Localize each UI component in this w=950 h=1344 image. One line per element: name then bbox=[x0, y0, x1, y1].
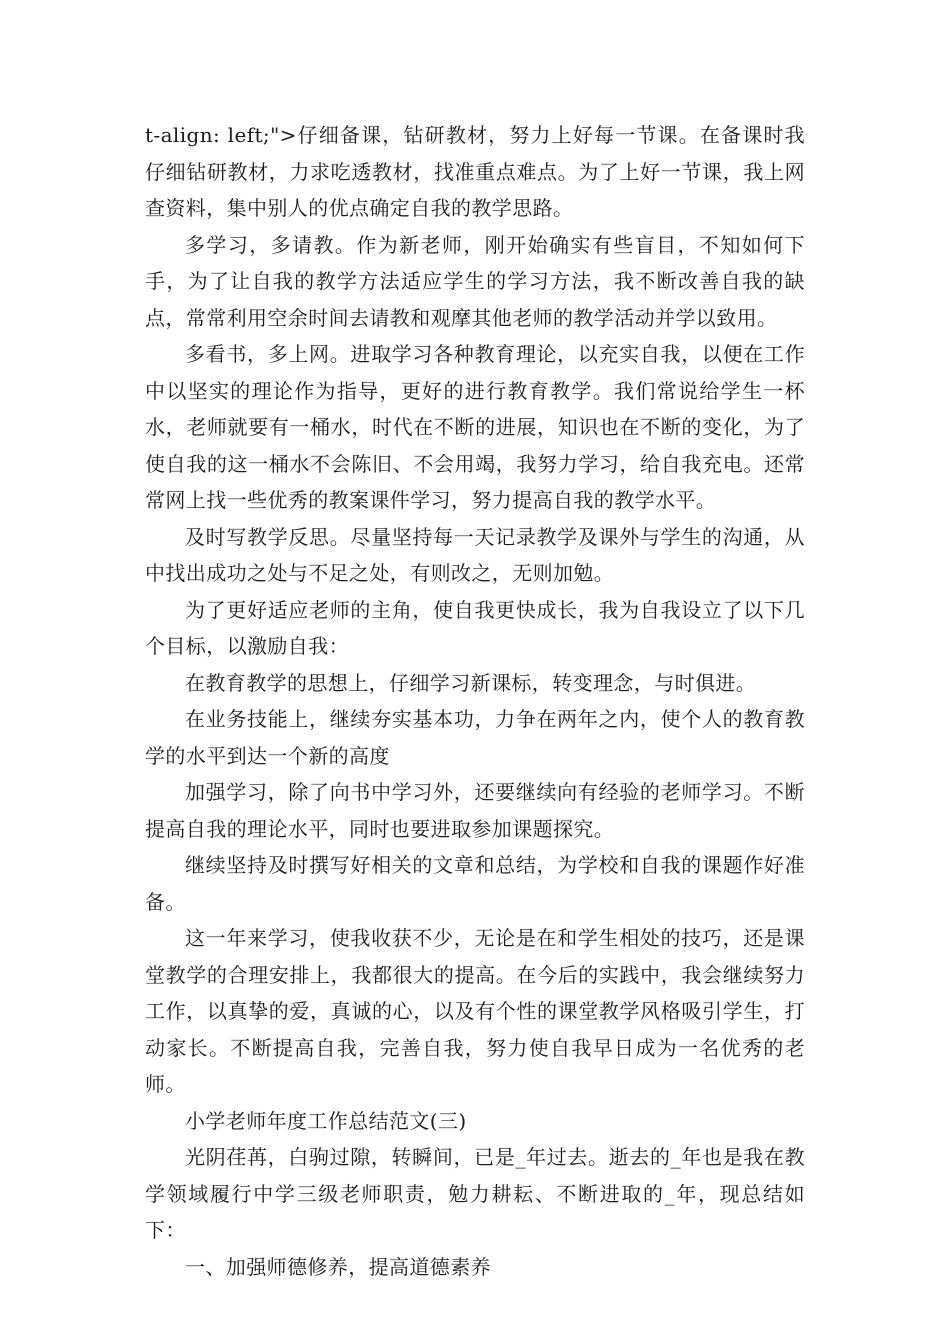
paragraph-read-and-browse: 多看书，多上网。进取学习各种教育理论，以充实自我，以便在工作中以坚实的理论作为指导，更好的进行教育教学。我们常说给学生一杯水，老师就要有一桶水，时代在不断的进展，知识也在不断的变化，为了使自我的这一桶水不会陈旧、不会用竭，我努力学习，给自我充电。还常常网上找一些优秀的教案课件学习，努力提高自我的教学水平。 bbox=[145, 342, 805, 512]
paragraph-goal-thinking: 在教育教学的思想上，仔细学习新课标，转变理念，与时俱进。 bbox=[185, 670, 757, 695]
paragraph-lesson-preparation: t-align: left;">仔细备课，钻研教材，努力上好每一节课。在备课时我仔细钻研教材，力求吃透教材，找准重点难点。为了上好一节课，我上网查资料，集中别人的优点确定自我的教学思路。 bbox=[145, 123, 805, 220]
paragraph-teaching-reflection: 及时写教学反思。尽量坚持每一天记录教学及课外与学生的沟通，从中找出成功之处与不足之处，有则改之，无则加勉。 bbox=[145, 524, 805, 585]
paragraph-opening: 光阴荏苒，白驹过隙，转瞬间，已是_年过去。逝去的_年也是我在教学领域履行中学三级老师职责，勉力耕耘、不断进取的_年，现总结如下： bbox=[145, 1145, 805, 1242]
paragraph-learn-and-consult: 多学习，多请教。作为新老师，刚开始确实有些盲目，不知如何下手，为了让自我的教学方法适应学生的学习方法，我不断改善自我的缺点，常常利用空余时间去请教和观摩其他老师的教学活动并学以致用。 bbox=[145, 232, 805, 330]
paragraph-goal-study: 加强学习，除了向书中学习外，还要继续向有经验的老师学习。不断提高自我的理论水平，同时也要进取参加课题探究。 bbox=[145, 780, 805, 841]
section-title: 小学老师年度工作总结范文(三) bbox=[185, 1108, 467, 1133]
section-heading-ethics: 一、加强师德修养，提高道德素养 bbox=[185, 1254, 491, 1279]
paragraph-goal-writing: 继续坚持及时撰写好相关的文章和总结，为学校和自我的课题作好准备。 bbox=[145, 853, 805, 914]
document-page bbox=[145, 117, 805, 1285]
paragraph-year-summary: 这一年来学习，使我收获不少，无论是在和学生相处的技巧，还是课堂教学的合理安排上，我都很大的提高。在今后的实践中，我会继续努力工作，以真挚的爱，真诚的心，以及有个性的课堂教学风格吸引学生，打动家长。不断提高自我，完善自我，努力使自我早日成为一名优秀的老师。 bbox=[145, 926, 805, 1096]
paragraph-goal-skills: 在业务技能上，继续夯实基本功，力争在两年之内，使个人的教育教学的水平到达一个新的高度 bbox=[145, 707, 805, 768]
paragraph-goals-intro: 为了更好适应老师的主角，使自我更快成长，我为自我设立了以下几个目标，以激励自我： bbox=[145, 597, 805, 658]
